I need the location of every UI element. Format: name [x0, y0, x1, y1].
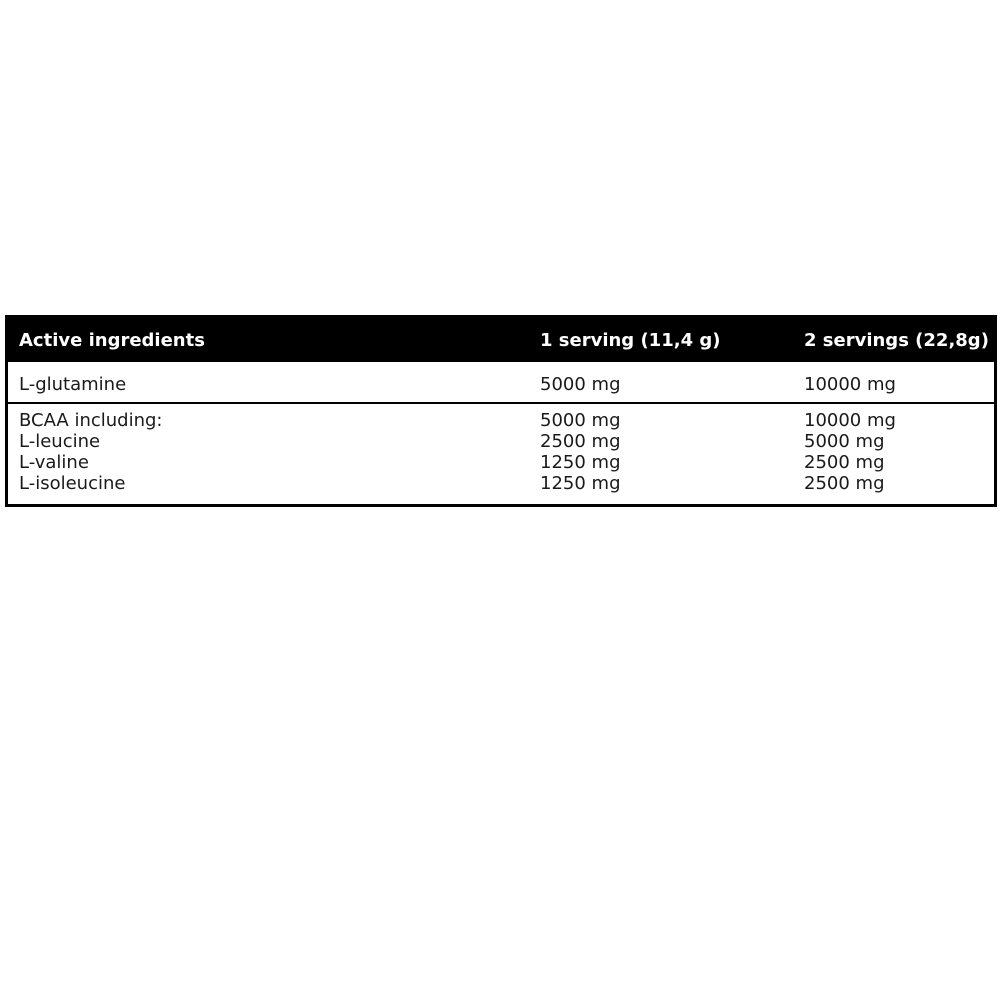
header-one-serving: 1 serving (11,4 g) — [540, 330, 721, 351]
amount-line: 2500 mg — [804, 452, 885, 473]
ingredients-table — [5, 315, 997, 507]
ingredient-line: L-valine — [19, 452, 89, 473]
amount-line: 5000 mg — [804, 431, 885, 452]
header-two-servings: 2 servings (22,8g) — [804, 330, 989, 351]
two-servings-cell — [804, 410, 896, 494]
ingredient-cell: L-glutamine — [19, 374, 127, 395]
amount-line: 10000 mg — [804, 410, 896, 431]
amount-line: 1250 mg — [540, 452, 621, 473]
one-serving-cell — [540, 410, 621, 494]
header-active-ingredients: Active ingredients — [19, 330, 205, 351]
one-serving-cell: 5000 mg — [540, 374, 621, 395]
amount-line: 5000 mg — [540, 410, 621, 431]
amount-line: 2500 mg — [540, 431, 621, 452]
amount-line: 2500 mg — [804, 473, 885, 494]
table-header — [8, 318, 994, 362]
ingredient-cell — [19, 410, 163, 494]
ingredient-line: L-isoleucine — [19, 473, 126, 494]
amount-line: 1250 mg — [540, 473, 621, 494]
table-row — [8, 404, 994, 504]
ingredient-line: BCAA including: — [19, 410, 163, 431]
two-servings-cell: 10000 mg — [804, 374, 896, 395]
ingredient-line: L-leucine — [19, 431, 101, 452]
table-row — [8, 362, 994, 404]
